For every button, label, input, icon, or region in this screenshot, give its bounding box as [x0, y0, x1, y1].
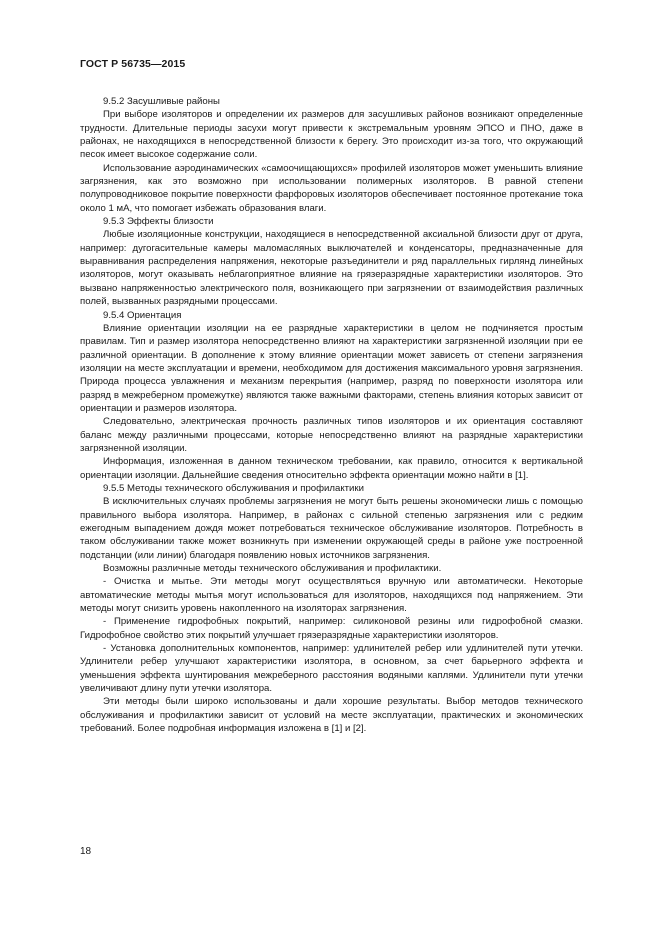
- section-heading-9-5-4: 9.5.4 Ориентация: [103, 309, 182, 321]
- paragraph: Следовательно, электрическая прочность различных типов изоляторов и их ориентация составляют баланс между различными процессами, которые непосредственно влияют на разрядные характеристики загрязненной изоляции.: [80, 416, 583, 454]
- section-heading-9-5-5: 9.5.5 Методы технического обслуживания и профилактики: [103, 482, 364, 494]
- section-heading-9-5-2: 9.5.2 Засушливые районы: [103, 96, 220, 107]
- document-header: ГОСТ Р 56735—2015: [80, 58, 186, 70]
- section-heading-9-5-3: 9.5.3 Эффекты близости: [103, 216, 214, 228]
- list-item: - Установка дополнительных компонентов, например: удлинителей ребер или удлинителей пути утечки. Удлинители ребер улучшают характеристики изолятора, в основном, за счет барьерного эффекта и уменьшения эффекта шунтирования межреберного расстояния водяными каплями. Удлинители пути утечки увеличивают длину пути утечки изолятора.: [80, 643, 583, 695]
- page-number: 18: [80, 846, 92, 857]
- list-item: - Очистка и мытье. Эти методы могут осуществляться вручную или автоматически. Некоторые автоматические методы мытья могут использоваться для изоляторов, находящихся под напряжением. Эти методы могут снизить уровень накопленного на изоляторах загрязнения.: [80, 576, 583, 615]
- list-item: - Применение гидрофобных покрытий, например: силиконовой резины или гидрофобной смазки. Гидрофобное свойство этих покрытий улучшает грязеразрядные характеристики изоляторов.: [80, 616, 583, 641]
- paragraph: Любые изоляционные конструкции, находящиеся в непосредственной аксиальной близости друг от друга, например: дугогасительные камеры маломасляных выключателей и конденсаторы, предназначенные для выравнивания распределения напряжения, некоторые разъединители и ряд параллельных гирлянд линейных изоляторов, могут оказывать неблагоприятное влияние на грязеразрядные характеристики изоляторов. Это вызвано напряженностью электрического поля, возникающего при загрязнении от взаимодействия различных полей, вызванных разрядными процессами.: [80, 229, 583, 308]
- paragraph: Информация, изложенная в данном техническом требовании, как правило, относится к вертикальной ориентации изоляции. Дальнейшие сведения относительно эффекта ориентации можно найти в [1].: [80, 456, 583, 481]
- paragraph: Влияние ориентации изоляции на ее разрядные характеристики в целом не подчиняется простым правилам. Тип и размер изолятора непосредственно влияют на характеристики загрязненной изоляции при ее различной ориентации. В дополнение к этому влияние ориентации может зависеть от степени загрязнения изоляции на месте эксплуатации и времени, необходимом для достижения максимального уровня загрязнения. Природа процесса увлажнения и механизм перекрытия (например, разряд по поверхности изолятора или разряд в межреберном промежутке) являются также важными факторами, степень влияния которых зависит от ориентации и размеров изолятора.: [80, 322, 583, 414]
- paragraph: В исключительных случаях проблемы загрязнения не могут быть решены экономически лишь с помощью правильного выбора изолятора. Например, в районах с сильной степенью загрязнения или с редким ежегодным выпадением дождя может потребоваться техническое обслуживание изоляторов. Потребность в таком обслуживании также может возникнуть при изменении окружающей среды в районе уже построенной подстанции (или линии) благодаря появлению новых источников загрязнения.: [80, 496, 583, 561]
- document-body: [80, 95, 583, 736]
- paragraph: Использование аэродинамических «самоочищающихся» профилей изоляторов может уменьшить влияние загрязнения, как это возможно при использовании полимерных изоляторов. В равной степени полупроводниковое покрытие поверхности фарфоровых изоляторов обеспечивает постоянное протекание тока около 1 мА, что помогает избежать образования влаги.: [80, 162, 583, 214]
- paragraph: При выборе изоляторов и определении их размеров для засушливых районов возникают определенные трудности. Длительные периоды засухи могут привести к экстремальным уровням ЭПСО и ПНО, даже в районах, не находящихся в непосредственной близости к берегу. Это происходит из-за того, что окружающий песок имеет высокое содержание соли.: [80, 109, 583, 161]
- paragraph: Эти методы были широко использованы и дали хорошие результаты. Выбор методов технического обслуживания и профилактики зависит от условий на месте эксплуатации, практических и экономических требований. Более подробная информация изложена в [1] и [2].: [80, 696, 583, 735]
- paragraph: Возможны различные методы технического обслуживания и профилактики.: [103, 563, 442, 575]
